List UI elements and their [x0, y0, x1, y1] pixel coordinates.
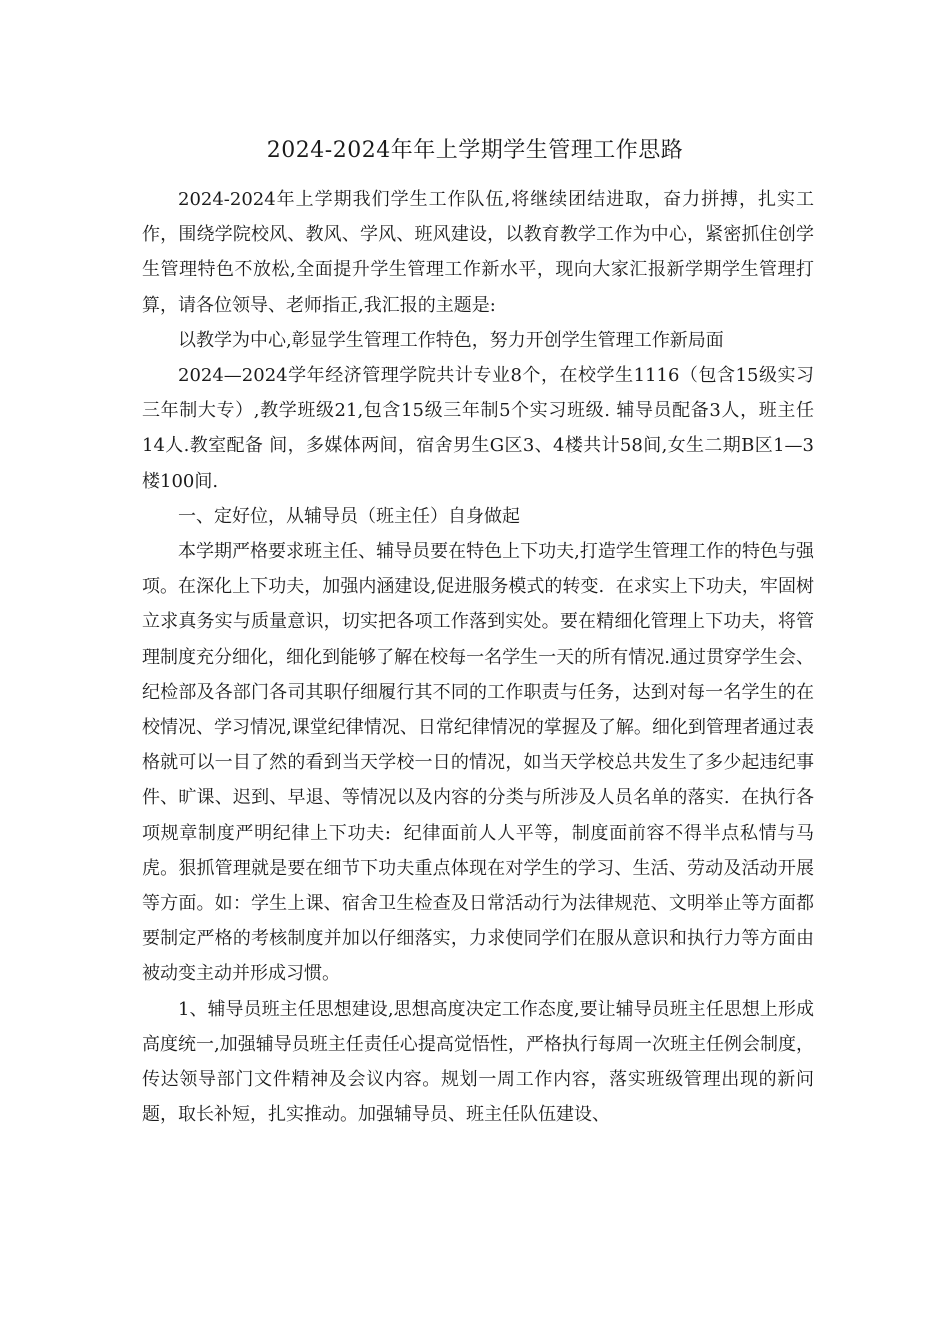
paragraph-item-1: 1、辅导员班主任思想建设,思想高度决定工作态度,要让辅导员班主任思想上形成高度统一,加强辅导员班主任责任心提高觉悟性，严格执行每周一次班主任例会制度，传达领导部门文件精神及会议内容。规划一周工作内容，落实班级管理出现的新问题，取长补短，扎实推动。加强辅导员、班主任队伍建设、	[142, 998, 814, 1126]
document-body	[142, 182, 814, 1132]
paragraph-theme: 以教学为中心,彰显学生管理工作特色，努力开创学生管理工作新局面	[178, 329, 724, 351]
document-title: 2024-2024年年上学期学生管理工作思路	[266, 138, 684, 163]
paragraph-statistics: 2024—2024学年经济管理学院共计专业8个，在校学生1116（包含15级实习三年制大专）,教学班级21,包含15级三年制5个实习班级. 辅导员配备3人，班主任14人.教室配备 间，多媒体两间，宿舍男生G区3、4楼共计58间,女生二期B区1—3楼100间.	[142, 365, 814, 492]
paragraph-requirements: 本学期严格要求班主任、辅导员要在特色上下功夫,打造学生管理工作的特色与强项。在深化上下功夫，加强内涵建设,促进服务模式的转变. 在求实上下功夫，牢固树立求真务实与质量意识，切实把各项工作落到实处。要在精细化管理上下功夫，将管理制度充分细化，细化到能够了解在校每一名学生一天的所有情况.通过贯穿学生会、纪检部及各部门各司其职仔细履行其不同的工作职责与任务，达到对每一名学生的在校情况、学习情况,课堂纪律情况、日常纪律情况的掌握及了解。细化到管理者通过表格就可以一目了然的看到当天学校一日的情况，如当天学校总共发生了多少起违纪事件、旷课、迟到、早退、等情况以及内容的分类与所涉及人员名单的落实. 在执行各项规章制度严明纪律上下功夫: 纪律面前人人平等，制度面前容不得半点私情与马虎。狠抓管理就是要在细节下功夫重点体现在对学生的学习、生活、劳动及活动开展等方面。如：学生上课、宿舍卫生检查及日常活动行为法律规范、文明举止等方面都要制定严格的考核制度并加以仔细落实，力求使同学们在服从意识和执行力等方面由被动变主动并形成习惯。	[142, 541, 814, 985]
paragraph-intro: 2024-2024年上学期我们学生工作队伍,将继续团结进取，奋力拼搏，扎实工作，围绕学院校风、教风、学风、班风建设，以教育教学工作为中心，紧密抓住创学生管理特色不放松,全面提升学生管理工作新水平，现向大家汇报新学期学生管理打算，请各位领导、老师指正,我汇报的主题是:	[142, 189, 814, 316]
section-heading-1: 一、定好位，从辅导员（班主任）自身做起	[178, 505, 520, 527]
